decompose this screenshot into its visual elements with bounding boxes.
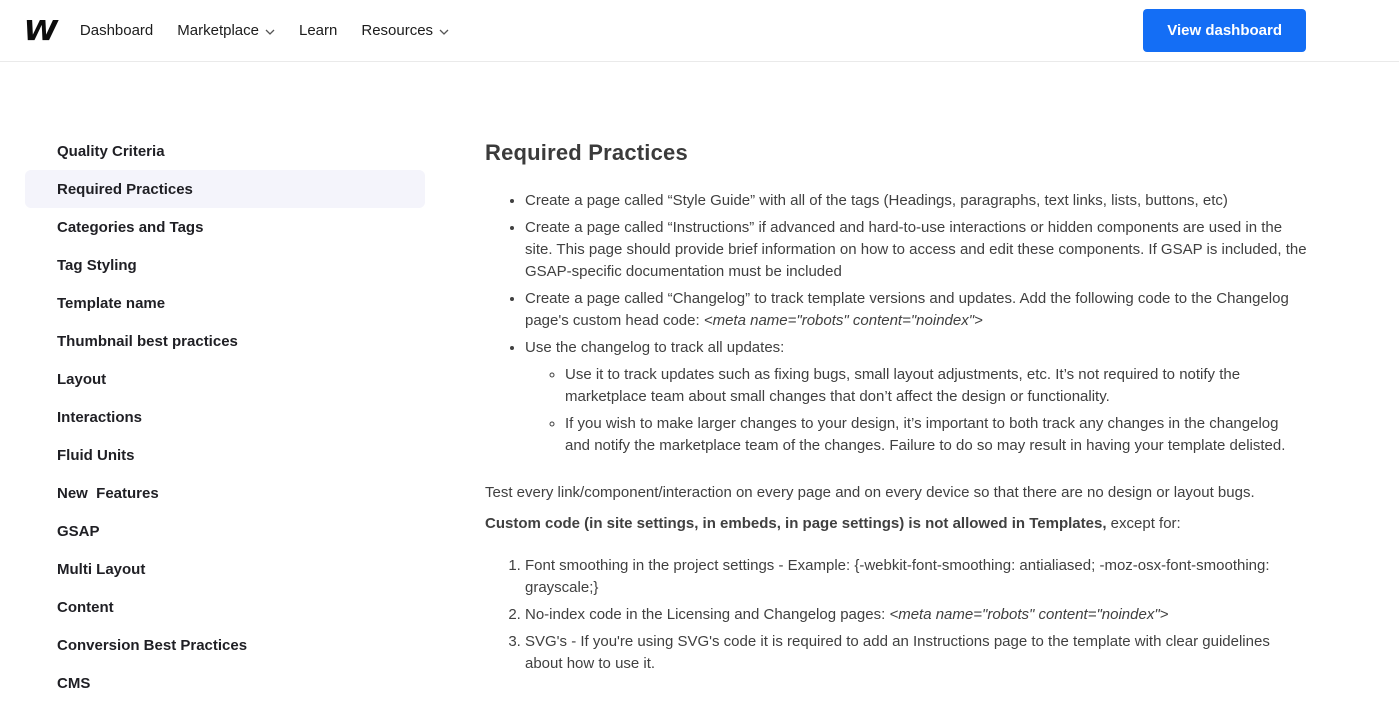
bullet-item <box>525 190 1307 212</box>
numbered-item <box>525 631 1307 675</box>
text-segment: SVG's - If you're using SVG's code it is required to add an Instructions page to the template with clear guidelines about how to use it. <box>525 633 1270 672</box>
nav-item-learn[interactable] <box>299 22 337 39</box>
text-segment: Use it to track updates such as fixing bugs, small layout adjustments, etc. It’s not required to notify the marketplace team about small changes that don’t affect the design or functionality. <box>565 366 1241 405</box>
sidebar-item-gsap[interactable]: GSAP <box>57 522 100 540</box>
paragraph <box>485 482 1307 504</box>
text-segment: If you wish to make larger changes to your design, it’s important to both track any changes in the changelog and notify the marketplace team of the changes. Failure to do so may result in having your template delisted. <box>565 415 1286 454</box>
text-segment: No-index code in the Licensing and Changelog pages: <box>525 606 890 623</box>
chevron-down-icon <box>265 29 275 35</box>
sidebar-item-template-name[interactable]: Template name <box>57 294 166 312</box>
nav-item-dashboard[interactable] <box>80 22 153 39</box>
main-nav <box>80 22 449 39</box>
numbered-list <box>485 555 1307 675</box>
text-segment: Create a page called “Changelog” to track template versions and updates. Add the following code to the Changelog page's custom head code: <box>525 290 1289 329</box>
text-segment: except for: <box>1106 515 1181 532</box>
text-segment: Create a page called “Style Guide” with all of the tags (Headings, paragraphs, text links, lists, buttons, etc) <box>525 192 1228 209</box>
nav-item-label: Resources <box>361 22 434 39</box>
text-segment: Font smoothing in the project settings - Example: {-webkit-font-smoothing: antialiased; -moz-osx-font-smoothing: grayscale;} <box>525 557 1270 596</box>
text-segment: Use the changelog to track all updates: <box>525 339 785 356</box>
sidebar-item-content[interactable]: Content <box>57 598 114 616</box>
sub-bullet-list <box>525 364 1307 457</box>
paragraphs <box>485 482 1307 535</box>
sidebar-item-fluid-units[interactable]: Fluid Units <box>57 446 135 464</box>
webflow-logo[interactable]: W <box>23 13 58 47</box>
sidebar-item-multi-layout[interactable]: Multi Layout <box>57 560 146 578</box>
nav-item-resources[interactable] <box>361 22 449 39</box>
sidebar-item-tag-styling[interactable]: Tag Styling <box>57 256 137 274</box>
text-segment: Custom code (in site settings, in embeds, in page settings) is not allowed in Templates, <box>485 515 1107 532</box>
bullet-item <box>525 217 1307 283</box>
sub-bullet-item <box>565 364 1307 408</box>
text-segment: <meta name="robots" content="noindex"> <box>703 312 983 329</box>
sidebar-item-conversion-best-practices[interactable]: Conversion Best Practices <box>57 636 248 654</box>
sub-bullet-item <box>565 413 1307 457</box>
numbered-item <box>525 604 1307 626</box>
page-body <box>0 62 1399 702</box>
sidebar-item-layout[interactable]: Layout <box>57 370 107 388</box>
sidebar-item-interactions[interactable]: Interactions <box>57 408 143 426</box>
text-segment: Create a page called “Instructions” if advanced and hard-to-use interactions or hidden components are used in the site. This page should provide brief information on how to access and edit these components. If GSAP is included, the GSAP-specific documentation must be included <box>525 219 1307 280</box>
page-title: Required Practices <box>485 140 688 165</box>
sidebar-item-quality-criteria[interactable]: Quality Criteria <box>57 142 165 160</box>
sidebar-item-cms[interactable]: CMS <box>57 674 91 692</box>
nav-item-label: Dashboard <box>79 22 154 39</box>
sidebar-item-thumbnail-best-practices[interactable]: Thumbnail best practices <box>57 332 238 350</box>
numbered-item <box>525 555 1307 599</box>
top-nav <box>0 0 1399 62</box>
sidebar-item-required-practices[interactable]: Required Practices <box>25 170 425 208</box>
paragraph <box>485 513 1307 535</box>
bullet-item <box>525 337 1307 457</box>
bullet-list <box>485 190 1307 457</box>
text-segment: <meta name="robots" content="noindex"> <box>889 606 1169 623</box>
bullet-item <box>525 288 1307 332</box>
nav-item-label: Learn <box>298 22 338 39</box>
sidebar-item-new-features[interactable]: New Features <box>57 484 159 502</box>
text-segment: Test every link/component/interaction on every page and on every device so that there are no design or layout bugs. <box>485 484 1255 501</box>
sidebar-item-categories-and-tags[interactable]: Categories and Tags <box>57 218 204 236</box>
content-area <box>485 140 1307 680</box>
view-dashboard-button[interactable]: View dashboard <box>1143 9 1306 52</box>
chevron-down-icon <box>439 29 449 35</box>
nav-item-marketplace[interactable] <box>177 22 275 39</box>
nav-item-label: Marketplace <box>177 22 259 39</box>
sidebar <box>25 132 425 702</box>
